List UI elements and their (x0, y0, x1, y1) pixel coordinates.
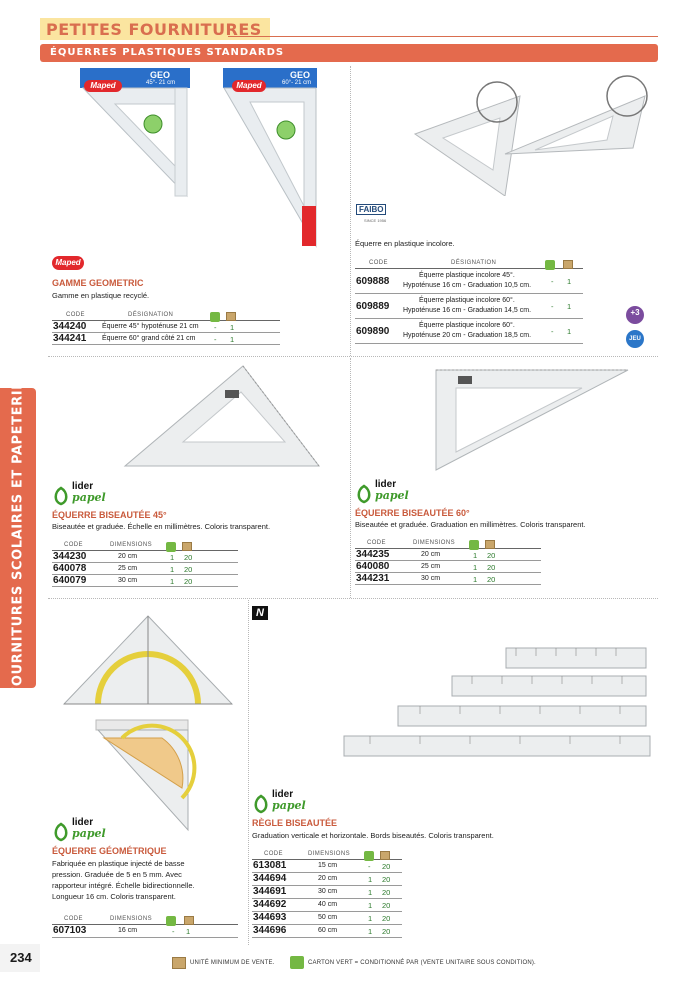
col-dimensions: DIMENSIONS (110, 542, 153, 548)
unit-box-icon (563, 260, 573, 269)
jeu-badge: JEU (626, 330, 644, 348)
product-description-line: rapporteur intégré. Échelle bidirectionnelle. (52, 881, 195, 890)
faibo-logo: FAIBO (356, 204, 386, 215)
carton-qty: 1 (170, 553, 175, 562)
column-separator (248, 600, 249, 945)
lider-papel-logo (52, 482, 112, 510)
geometric-setsquare-image (60, 612, 240, 722)
min-qty: 1 (567, 277, 572, 286)
product-description: Gamme en plastique recyclé. (52, 291, 150, 300)
product-code: 344241 (53, 333, 87, 344)
lider-leaf-icon (355, 484, 373, 504)
table-row (52, 321, 280, 333)
lider-leaf-icon (252, 794, 270, 814)
legend-unit-text: UNITÉ MINIMUM DE VENTE. (190, 960, 275, 966)
lider-word: lider (72, 481, 94, 492)
table-header (52, 914, 238, 925)
section-banner (40, 44, 658, 62)
product-code: 640080 (356, 561, 390, 572)
papel-word: papel (375, 489, 409, 502)
product-code: 344691 (253, 886, 287, 897)
product-table (52, 540, 238, 587)
table-header (52, 310, 280, 321)
col-code: CODE (64, 916, 83, 922)
product-table (52, 914, 238, 938)
table-row (355, 561, 541, 573)
table-header (355, 258, 583, 269)
product-description-line: Fabriquée en plastique injecté de basse (52, 859, 185, 868)
table-row (355, 294, 583, 319)
min-qty: 20 (382, 888, 391, 897)
rulers-image (340, 644, 660, 774)
product-designation-1: Équerre plastique incolore 60°. (419, 297, 515, 304)
product-code: 609889 (356, 301, 390, 312)
product-dimension: 30 cm (421, 575, 441, 582)
carton-qty: - (214, 335, 217, 344)
table-row (355, 319, 583, 344)
carton-qty: - (172, 927, 175, 936)
product-title: ÉQUERRE BISEAUTÉE 60° (355, 508, 470, 518)
product-dimension: 25 cm (118, 565, 138, 572)
table-row (52, 551, 238, 563)
lider-papel-logo (52, 818, 112, 846)
product-dimension: 60 cm (318, 927, 338, 934)
min-qty: 1 (186, 927, 191, 936)
unit-box-icon (184, 916, 194, 925)
product-code: 344693 (253, 912, 287, 923)
table-row (252, 860, 402, 873)
lider-papel-logo (252, 790, 312, 818)
product-dimension: 30 cm (318, 888, 338, 895)
carton-qty: - (214, 323, 217, 332)
min-qty: 20 (382, 875, 391, 884)
maped-package-label: GEO (150, 70, 171, 80)
product-designation-2: Hypoténuse 20 cm - Graduation 18,5 cm. (403, 332, 532, 339)
min-qty: 20 (184, 577, 193, 586)
table-row (252, 925, 402, 938)
product-code: 613081 (253, 860, 287, 871)
side-tab-label: FOURNITURES SCOLAIRES ET PAPETERIE (10, 380, 26, 696)
table-row (52, 333, 280, 345)
min-qty: 1 (230, 335, 235, 344)
section-title: ÉQUERRES PLASTIQUES STANDARDS (50, 47, 285, 58)
product-title: ÉQUERRE GÉOMÉTRIQUE (52, 846, 167, 856)
carton-qty: - (368, 862, 371, 871)
product-code: 609890 (356, 326, 390, 337)
col-code: CODE (369, 260, 388, 266)
papel-word: papel (72, 491, 106, 504)
product-description: Graduation verticale et horizontale. Bords biseautés. Coloris transparent. (252, 831, 494, 840)
maped-setsquare-60-image (220, 66, 320, 256)
min-qty: 20 (382, 862, 391, 871)
carton-qty: 1 (473, 575, 478, 584)
min-qty: 20 (382, 901, 391, 910)
unit-box-icon (485, 540, 495, 549)
product-dimension: 40 cm (318, 901, 338, 908)
col-code: CODE (264, 851, 283, 857)
green-carton-icon (290, 956, 304, 969)
product-dimension: 20 cm (318, 875, 338, 882)
unit-box-icon (182, 542, 192, 551)
maped-package-label: GEO (290, 70, 311, 80)
carton-qty: 1 (473, 563, 478, 572)
product-code: 640078 (53, 563, 87, 574)
carton-qty: 1 (368, 927, 373, 936)
min-qty: 20 (382, 914, 391, 923)
min-qty: 20 (184, 553, 193, 562)
table-row (355, 549, 541, 561)
product-code: 344235 (356, 549, 390, 560)
column-separator (350, 358, 351, 598)
product-designation-1: Équerre plastique incolore 60°. (419, 322, 515, 329)
lider-leaf-icon (52, 486, 70, 506)
min-qty: 20 (184, 565, 193, 574)
unit-box-icon (172, 957, 186, 969)
table-row (52, 563, 238, 575)
papel-word: papel (272, 799, 306, 812)
table-row (355, 573, 541, 585)
table-row (52, 575, 238, 587)
page-number: 234 (0, 944, 40, 972)
carton-qty: 1 (170, 577, 175, 586)
product-dimension: 50 cm (318, 914, 338, 921)
product-title: RÈGLE BISEAUTÉE (252, 818, 338, 828)
product-dimension: 30 cm (118, 577, 138, 584)
row-separator (48, 356, 658, 357)
age-badge (626, 306, 644, 328)
product-dimension: 20 cm (118, 553, 138, 560)
table-row (252, 899, 402, 912)
carton-qty: 1 (368, 914, 373, 923)
carton-qty: 1 (368, 875, 373, 884)
carton-qty: 1 (368, 901, 373, 910)
product-table (252, 849, 402, 938)
faibo-setsquares-image (355, 66, 655, 196)
age-badge-unit: ANS (630, 323, 640, 328)
carton-qty: 1 (473, 551, 478, 560)
min-qty: 1 (567, 302, 572, 311)
table-row (252, 886, 402, 899)
product-code: 640079 (53, 575, 87, 586)
product-table (355, 538, 541, 585)
product-code: 609888 (356, 276, 390, 287)
papel-word: papel (72, 827, 106, 840)
table-header (52, 540, 238, 551)
header-rule (228, 36, 658, 37)
product-designation-2: Hypoténuse 16 cm - Graduation 10,5 cm. (403, 282, 532, 289)
min-qty: 20 (382, 927, 391, 936)
min-qty: 20 (487, 551, 496, 560)
carton-qty: 1 (170, 565, 175, 574)
unit-box-icon (226, 312, 236, 321)
product-description-line: Longueur 16 cm. Coloris transparent. (52, 892, 176, 901)
page-title: PETITES FOURNITURES (40, 18, 270, 40)
product-code: 607103 (53, 925, 87, 936)
maped-package-sublabel: 45°- 21 cm (146, 80, 176, 86)
lider-word: lider (272, 789, 294, 800)
table-row (252, 873, 402, 886)
product-description: Biseautée et graduée. Graduation en millimètres. Coloris transparent. (355, 520, 586, 529)
product-designation: Équerre 60° grand côté 21 cm (102, 335, 196, 342)
product-code: 344230 (53, 551, 87, 562)
col-dimensions: DIMENSIONS (308, 851, 351, 857)
unit-box-icon (380, 851, 390, 860)
col-dimensions: DIMENSIONS (110, 916, 153, 922)
min-qty: 20 (487, 575, 496, 584)
carton-qty: - (551, 302, 554, 311)
col-code: CODE (64, 542, 83, 548)
product-description: Équerre en plastique incolore. (355, 239, 455, 248)
lider-word: lider (72, 817, 94, 828)
table-header (355, 538, 541, 549)
carton-qty: - (551, 327, 554, 336)
product-description: Biseautée et graduée. Échelle en millimètres. Coloris transparent. (52, 522, 271, 531)
col-code: CODE (66, 312, 85, 318)
setsquare-45-image (115, 362, 325, 472)
min-qty: 20 (487, 563, 496, 572)
product-designation-2: Hypoténuse 16 cm - Graduation 14,5 cm. (403, 307, 532, 314)
lider-leaf-icon (52, 822, 70, 842)
lider-word: lider (375, 479, 397, 490)
lider-papel-logo (355, 480, 415, 508)
table-row (52, 925, 238, 938)
col-code: CODE (367, 540, 386, 546)
carton-qty: 1 (368, 888, 373, 897)
table-header (252, 849, 402, 860)
product-dimension: 15 cm (318, 862, 338, 869)
new-product-icon: N (252, 606, 268, 620)
column-separator (350, 66, 351, 356)
product-dimension: 20 cm (421, 551, 441, 558)
faibo-tagline: SINCE 1956 (364, 218, 387, 223)
min-qty: 1 (230, 323, 235, 332)
product-code: 344694 (253, 873, 287, 884)
row-separator (48, 598, 658, 599)
product-code: 344696 (253, 925, 287, 936)
table-row (252, 912, 402, 925)
setsquare-60-image (432, 366, 632, 476)
product-code: 344692 (253, 899, 287, 910)
product-title: ÉQUERRE BISEAUTÉE 45° (52, 510, 167, 520)
col-designation: DÉSIGNATION (128, 312, 174, 318)
min-qty: 1 (567, 327, 572, 336)
carton-qty: - (551, 277, 554, 286)
col-dimensions: DIMENSIONS (413, 540, 456, 546)
legend-carton-text: CARTON VERT = CONDITIONNÉ PAR (VENTE UNITAIRE SOUS CONDITION). (308, 960, 536, 966)
product-description-line: pression. Graduée de 5 en 5 mm. Avec (52, 870, 182, 879)
product-code: 344231 (356, 573, 390, 584)
product-code: 344240 (53, 321, 87, 332)
product-dimension: 25 cm (421, 563, 441, 570)
maped-logo: Maped (232, 80, 266, 92)
table-row (355, 269, 583, 294)
product-designation-1: Équerre plastique incolore 45°. (419, 272, 515, 279)
maped-brand-logo: Maped (52, 256, 84, 270)
product-designation: Équerre 45° hypoténuse 21 cm (102, 323, 199, 330)
product-table (52, 310, 280, 345)
product-table (355, 258, 583, 344)
maped-package-sublabel: 60°- 21 cm (282, 80, 312, 86)
product-title: GAMME GEOMETRIC (52, 278, 144, 288)
product-dimension: 16 cm (118, 927, 138, 934)
col-designation: DÉSIGNATION (451, 260, 497, 266)
age-badge-value: +3 (630, 308, 640, 317)
maped-logo: Maped (84, 80, 122, 92)
